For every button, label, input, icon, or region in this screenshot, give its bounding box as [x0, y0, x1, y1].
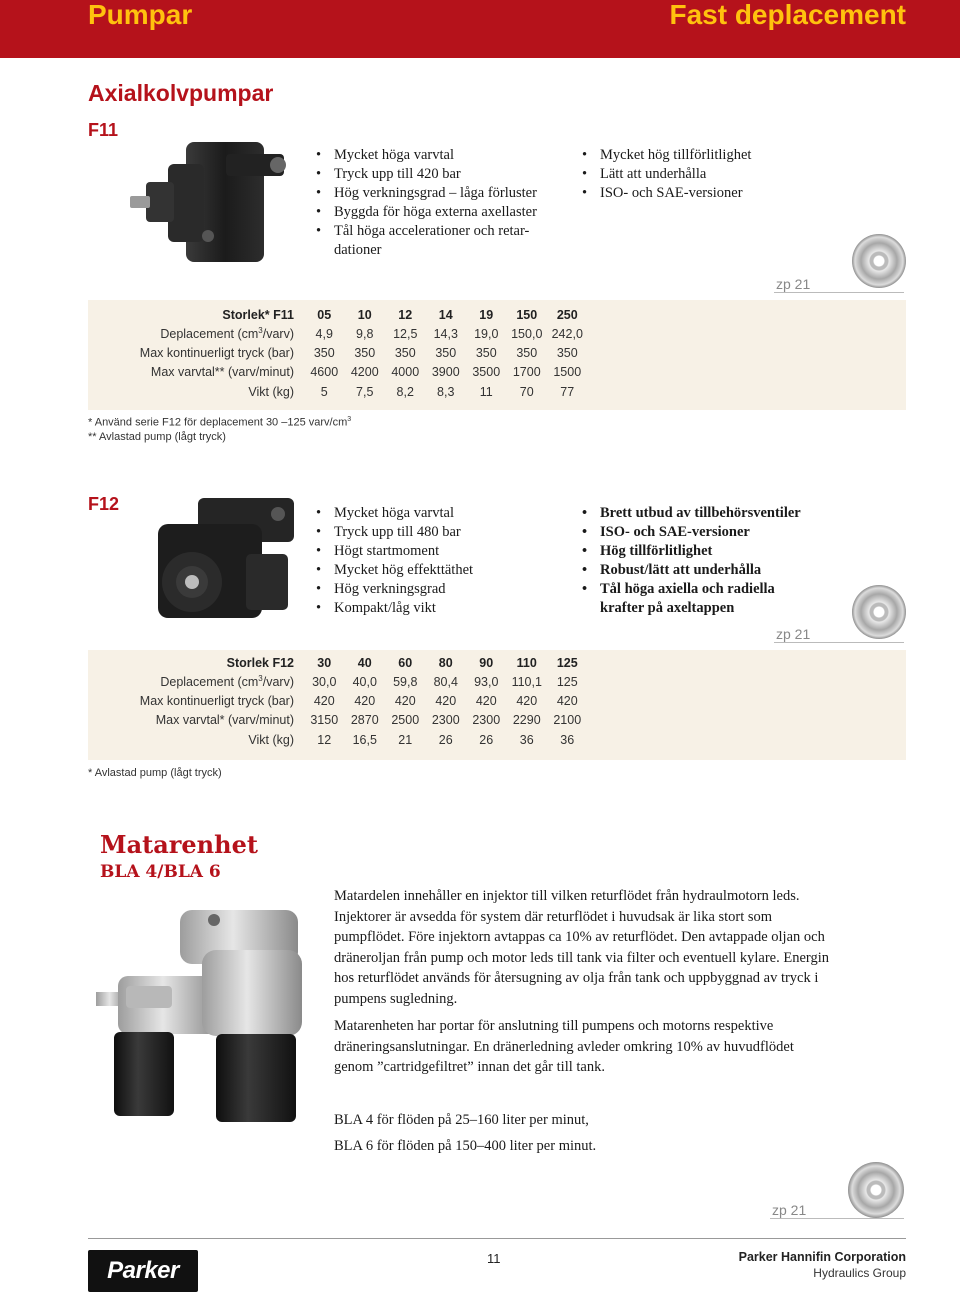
size-value: 05	[317, 307, 332, 322]
cell-value: 36	[560, 732, 575, 747]
zp-underline	[774, 292, 904, 293]
cell-value: 4,9	[315, 326, 333, 341]
size-value: 90	[479, 655, 494, 670]
table-row	[88, 382, 906, 401]
f12-features-left	[314, 504, 564, 618]
cell-value: 2870	[350, 712, 379, 727]
cell-value: 26	[479, 732, 494, 747]
table-row	[88, 324, 906, 343]
bla-paragraph-2: Matarenheten har portar för anslutning till pumpens och motorns respektive dräneringsanslutningar. En dränerledning avleder omkring 10% av huvudflödet genom ”cartridgefiltret” innan det går till tank.	[334, 1018, 794, 1075]
f12-feature: • Hög tillförlitlighet	[580, 542, 815, 561]
cell-value: 21	[398, 732, 413, 747]
size-value: 30	[317, 655, 332, 670]
table-header-label: Storlek F12	[226, 655, 294, 670]
f12-feature: • ISO- och SAE-versioner	[580, 523, 815, 542]
cell-value: 59,8	[393, 674, 418, 689]
cell-value: 8,3	[437, 384, 455, 399]
cell-value: 14,3	[433, 326, 458, 341]
cell-value: 150,0	[511, 326, 543, 341]
f11-feature: • ISO- och SAE-versioner	[580, 184, 840, 203]
size-value: 60	[398, 655, 413, 670]
cd-icon	[852, 585, 906, 639]
table-header-label: Storlek* F11	[222, 307, 294, 322]
f11-feature: • Tål höga accelerationer och retar-dationer	[314, 222, 559, 260]
cell-value: 2300	[431, 712, 460, 727]
cell-value: 420	[394, 693, 416, 708]
f11-pump-photo	[128, 136, 298, 271]
table-header-row	[88, 653, 906, 672]
f11-footnote-1: * Använd serie F12 för deplacement 30 –125 varv/$cm^3$	[88, 416, 352, 429]
table-row	[88, 362, 906, 381]
cell-value: 350	[394, 345, 416, 360]
bla-feed-unit-photo	[96, 906, 308, 1124]
f11-zp-reference: zp 21	[776, 276, 811, 292]
cell-value: 30,0	[312, 674, 337, 689]
header-left-title: Pumpar	[88, 0, 193, 30]
f11-feature: • Hög verkningsgrad – låga förluster	[314, 184, 559, 203]
cell-value: 2100	[553, 712, 582, 727]
f12-feature: • Robust/lätt att underhålla	[580, 561, 815, 580]
section-title: Axialkolvpumpar	[88, 80, 274, 106]
row-label: Max kontinuerligt tryck (bar)	[139, 345, 294, 360]
f11-feature: • Mycket hög tillförlitlighet	[580, 146, 840, 165]
footer-rule	[88, 1238, 906, 1239]
division-name: Hydraulics Group	[813, 1266, 906, 1280]
cd-icon	[848, 1162, 904, 1218]
cell-value: 16,5	[352, 732, 377, 747]
table-row	[88, 343, 906, 362]
cd-icon	[852, 234, 906, 288]
cell-value: 420	[435, 693, 457, 708]
cell-value: 3500	[472, 364, 501, 379]
cell-value: 420	[475, 693, 497, 708]
f12-feature: • Hög verkningsgrad	[314, 580, 564, 599]
cell-value: 110,1	[511, 674, 542, 689]
cell-value: 70	[519, 384, 534, 399]
table-row	[88, 710, 906, 729]
cell-value: 7,5	[356, 384, 374, 399]
cell-value: 1500	[553, 364, 582, 379]
size-value: 12	[398, 307, 413, 322]
page-number: 11	[487, 1251, 501, 1266]
table-row	[88, 730, 906, 749]
cell-value: 350	[556, 345, 578, 360]
cell-value: 350	[516, 345, 538, 360]
cell-value: 8,2	[396, 384, 414, 399]
company-name: Parker Hannifin Corporation	[738, 1250, 906, 1264]
cell-value: 12,5	[393, 326, 418, 341]
f12-feature: • Mycket höga varvtal	[314, 504, 564, 523]
cell-value: 26	[438, 732, 453, 747]
f12-footnote: * Avlastad pump (lågt tryck)	[88, 767, 222, 779]
cell-value: 420	[354, 693, 376, 708]
f12-model-label: F12	[88, 494, 120, 514]
bla-zp-reference: zp 21	[772, 1202, 807, 1218]
f12-pump-photo	[138, 496, 298, 636]
cell-value: 36	[519, 732, 534, 747]
cell-value: 4000	[391, 364, 420, 379]
cell-value: 4200	[350, 364, 379, 379]
cell-value: 2300	[472, 712, 501, 727]
size-value: 250	[556, 307, 578, 322]
f12-features-right	[580, 504, 815, 618]
table-row	[88, 672, 906, 691]
f11-feature: • Byggda för höga externa axellaster	[314, 203, 559, 222]
cell-value: 19,0	[474, 326, 499, 341]
bla-paragraph-1: Matardelen innehåller en injektor till vilken returflödet från hydraulmotorn leds. Injektorer är avsedda för system där returflödet i huvudsak är lika stort som pumpflödet. Före injektorn avtappas ca 10% av returflödet. Den avtappade oljan och dräneroljan från pump och motor leds till tank via filter och eventuell kylare. Energin hos returflödet används för återsugning av olja från tank och uppbyggnad av tryck i pumpens sugledning.	[334, 888, 829, 1007]
row-label: Max kontinuerligt tryck (bar)	[139, 693, 294, 708]
cell-value: 420	[313, 693, 335, 708]
bla-title: Matarenhet	[100, 830, 258, 859]
cell-value: 80,4	[433, 674, 458, 689]
cell-value: 2500	[391, 712, 420, 727]
size-value: 40	[357, 655, 372, 670]
bla-subtitle: BLA 4/BLA 6	[100, 862, 221, 882]
cell-value: 125	[556, 674, 578, 689]
cell-value: 2290	[512, 712, 541, 727]
size-value: 110	[516, 655, 537, 670]
zp-underline	[770, 1218, 904, 1219]
size-value: 14	[438, 307, 453, 322]
f12-spec-table	[88, 650, 906, 760]
row-label: Max varvtal** (varv/minut)	[150, 364, 294, 379]
f11-feature: • Lätt att underhålla	[580, 165, 840, 184]
cell-value: 350	[435, 345, 457, 360]
f11-footnote-2: ** Avlastad pump (lågt tryck)	[88, 431, 226, 443]
cell-value: 77	[560, 384, 575, 399]
row-label: Vikt (kg)	[248, 732, 294, 747]
cell-value: 3150	[310, 712, 339, 727]
f12-feature: • Brett utbud av tillbehörsventiler	[580, 504, 815, 523]
zp-underline	[774, 642, 904, 643]
f12-zp-reference: zp 21	[776, 626, 811, 642]
size-value: 19	[479, 307, 494, 322]
f11-model-label: F11	[88, 120, 119, 140]
f11-spec-table	[88, 300, 906, 410]
f11-features-left	[314, 146, 559, 260]
f11-feature: • Tryck upp till 420 bar	[314, 165, 559, 184]
cell-value: 11	[479, 384, 493, 399]
cell-value: 1700	[512, 364, 541, 379]
f11-feature: • Mycket höga varvtal	[314, 146, 559, 165]
size-value: 80	[438, 655, 453, 670]
cell-value: 93,0	[474, 674, 499, 689]
cell-value: 12	[317, 732, 332, 747]
f12-feature: • Tål höga axiella och radiella krafter på axeltappen	[580, 580, 815, 618]
f12-feature: • Kompakt/låg vikt	[314, 599, 564, 618]
f12-feature: • Högt startmoment	[314, 542, 564, 561]
cell-value: 420	[556, 693, 578, 708]
f12-feature: • Tryck upp till 480 bar	[314, 523, 564, 542]
row-label: Max varvtal* (varv/minut)	[155, 712, 294, 727]
size-value: 10	[357, 307, 372, 322]
table-header-row	[88, 305, 906, 324]
cell-value: 350	[313, 345, 335, 360]
cell-value: 350	[475, 345, 497, 360]
bla4-flow: BLA 4 för flöden på 25–160 liter per minut,	[334, 1112, 589, 1128]
cell-value: 4600	[310, 364, 339, 379]
f12-feature: • Mycket hög effekttäthet	[314, 561, 564, 580]
size-value: 125	[556, 655, 578, 670]
cell-value: 350	[354, 345, 376, 360]
size-value: 150	[516, 307, 538, 322]
cell-value: 420	[516, 693, 538, 708]
row-label: Deplacement $(cm^3/varv)$	[160, 325, 294, 342]
row-label: Vikt (kg)	[248, 384, 294, 399]
f11-features-right	[580, 146, 840, 203]
table-row	[88, 691, 906, 710]
cell-value: 9,8	[356, 326, 374, 341]
parker-logo: Parker	[88, 1250, 198, 1292]
header-right-title: Fast deplacement	[669, 0, 906, 30]
cell-value: 40,0	[352, 674, 377, 689]
cell-value: 242,0	[551, 326, 583, 341]
cell-value: 5	[320, 384, 328, 399]
bla6-flow: BLA 6 för flöden på 150–400 liter per minut.	[334, 1138, 597, 1154]
row-label: Deplacement $(cm^3/varv)$	[160, 673, 294, 690]
cell-value: 3900	[431, 364, 460, 379]
